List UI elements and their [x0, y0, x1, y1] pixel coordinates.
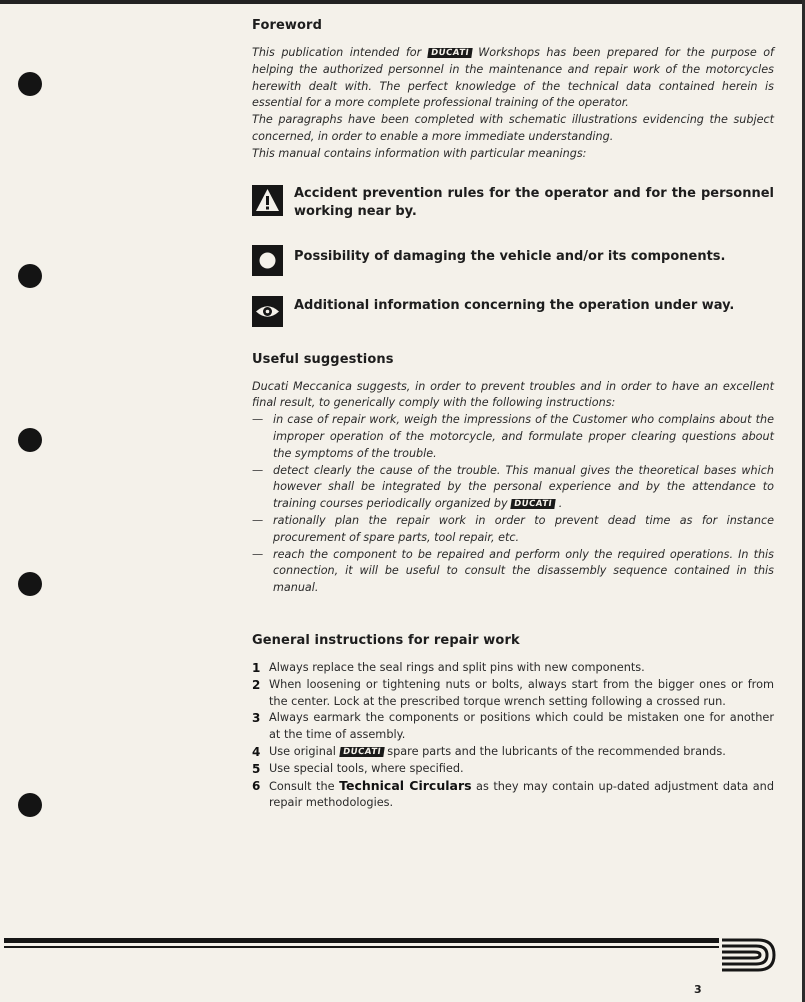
list-item-text: Always replace the seal rings and split pins with new components. [269, 660, 645, 674]
notices-section [252, 185, 774, 327]
list-item-text: When loosening or tightening nuts or bolts, always start from the bigger ones or from the center. Lock at the prescribed torque wrench setting following a crossed run. [269, 677, 774, 708]
item-number: 3 [252, 711, 261, 726]
list-item-text: Use special tools, where specified. [269, 761, 464, 775]
list-item [252, 463, 774, 513]
list-item [252, 660, 774, 677]
list-item-text: Use original [269, 744, 336, 758]
notice-warning [252, 185, 774, 221]
ducati-logo: DUCATI [339, 747, 384, 757]
foreword-paragraph [252, 45, 774, 112]
suggestions-section [252, 352, 774, 597]
page-number: 3 [694, 983, 702, 996]
binder-hole [18, 793, 42, 817]
general-heading: General instructions for repair work [252, 632, 520, 648]
list-item [252, 761, 774, 778]
item-number: 4 [252, 744, 261, 759]
list-item-text: in case of repair work, weigh the impressions of the Customer who complains about the improper operation of the motorcycle, and formulate proper clearing questions about the symptoms of the trouble. [273, 413, 774, 460]
item-number: 2 [252, 677, 261, 692]
footer-rules [4, 938, 719, 948]
foreword-paragraph: The paragraphs have been completed with schematic illustrations evidencing the subject concerned, in order to enable a more immediate understanding. [252, 113, 774, 143]
binder-hole [18, 72, 42, 96]
list-item-text: . [558, 497, 563, 511]
foreword-paragraph: This manual contains information with particular meanings: [252, 146, 587, 160]
notice-caution [252, 242, 774, 276]
notice-text: Possibility of damaging the vehicle and/or its components. [294, 248, 726, 264]
instructions-list [252, 660, 774, 812]
binder-hole [18, 572, 42, 596]
technical-circulars-emphasis: Technical Circulars [339, 777, 472, 793]
top-rule [0, 0, 805, 4]
list-item-text: spare parts and the lubricants of the recommended brands. [387, 744, 726, 758]
list-item-text: reach the component to be repaired and perform only the required operations. In this connection, it will be useful to consult the disassembly sequence contained in this manual. [273, 547, 774, 595]
list-item-text: rationally plan the repair work in order to prevent dead time as for instance procurement of spare parts, tool repair, etc. [273, 513, 774, 544]
notice-text: Additional information concerning the operation under way. [294, 297, 735, 313]
list-item-text: Consult the [269, 779, 335, 793]
foreword-text: This publication intended for [252, 46, 422, 59]
list-item [252, 778, 774, 813]
ducati-logo: DUCATI [427, 48, 472, 58]
item-number: 6 [252, 778, 261, 793]
dash: — [252, 463, 264, 477]
caution-circle-icon [252, 245, 283, 276]
list-item [252, 513, 774, 547]
foreword-heading: Foreword [252, 18, 322, 33]
list-item [252, 744, 774, 761]
eye-icon [252, 296, 283, 327]
dash: — [252, 513, 264, 527]
page-content [252, 18, 774, 812]
list-item-text: detect clearly the cause of the trouble. This manual gives the theoretical bases which however shall be integrated by the personal experience and by the attendance to training courses periodically organized by [273, 463, 774, 511]
dash: — [252, 547, 264, 561]
ducati-logo: DUCATI [510, 499, 555, 509]
notice-info [252, 293, 774, 327]
list-item [252, 677, 774, 711]
foreword-section [252, 18, 774, 163]
binder-hole [18, 264, 42, 288]
notice-text: Accident prevention rules for the operator and for the personnel working near by. [294, 185, 774, 219]
ducati-d-logo-icon [718, 937, 778, 973]
list-item-text: as they may contain up-dated adjustment data and repair methodologies. [269, 779, 774, 810]
dash: — [252, 413, 264, 427]
list-item [252, 710, 774, 744]
list-item-text: Always earmark the components or positions which could be mistaken one for another at the time of assembly. [269, 711, 774, 742]
warning-triangle-icon [252, 185, 283, 216]
item-number: 5 [252, 761, 261, 776]
suggestions-intro: Ducati Meccanica suggests, in order to prevent troubles and in order to have an excellent final result, to generically comply with the following instructions: [252, 379, 774, 410]
item-number: 1 [252, 660, 261, 675]
list-item [252, 547, 774, 597]
foreword-text: Workshops has been prepared for the purpose of helping the authorized personnel in the maintenance and repair work of the motorcycles herewith dealt with. The perfect knowledge of the technical data contained herein is essential for a more complete professional training of the operator. [252, 46, 774, 110]
suggestions-heading: Useful suggestions [252, 351, 394, 367]
suggestions-list [252, 412, 774, 597]
list-item [252, 412, 774, 462]
binder-hole [18, 428, 42, 452]
general-instructions-section [252, 633, 774, 812]
